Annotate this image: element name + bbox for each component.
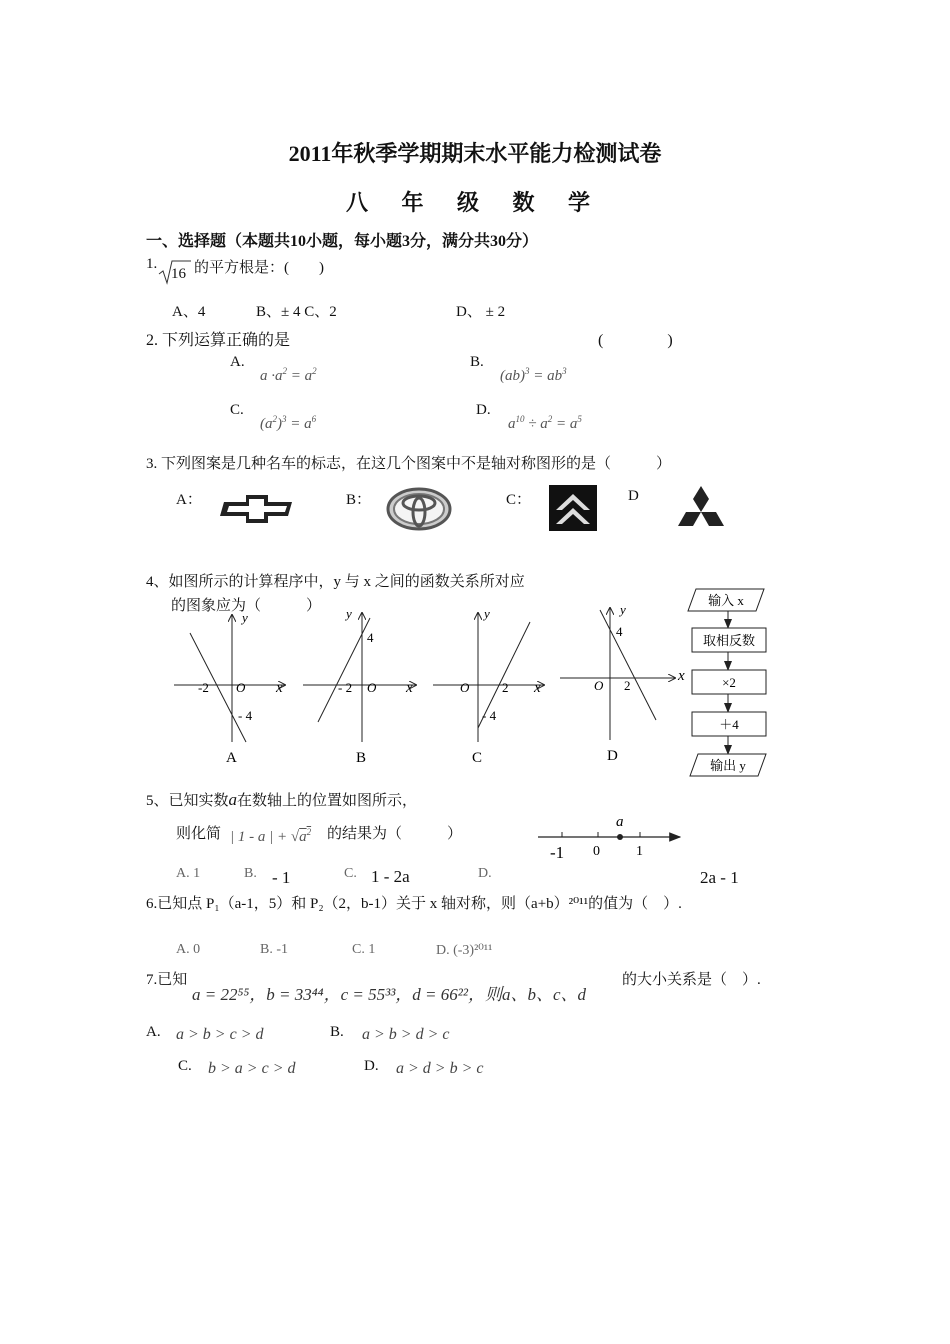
numberline-tick-neg1: -1 bbox=[550, 843, 565, 862]
q5-option-c: 1 - 2a bbox=[371, 867, 410, 886]
q6-option-b: B. -1 bbox=[260, 942, 288, 957]
q5-expression: | 1 - a | + $√a^2$ bbox=[230, 827, 312, 845]
graph-b-origin: O bbox=[367, 680, 377, 695]
toyota-logo-icon bbox=[385, 486, 453, 532]
mitsubishi-logo-icon bbox=[668, 484, 734, 534]
graph-b bbox=[303, 606, 416, 766]
q6-option-c: C. 1 bbox=[352, 942, 376, 957]
graph-d-x-label: x bbox=[678, 668, 685, 684]
q5-variable: a bbox=[228, 790, 238, 809]
q6-option-d: D. (-3)²⁰¹¹ bbox=[436, 943, 493, 958]
q1-number: 1. bbox=[146, 256, 158, 272]
graph-d-label: D bbox=[607, 748, 618, 764]
q3-label-d: D bbox=[628, 488, 639, 504]
q1-option-b: B、± 4 C、2 bbox=[256, 304, 337, 320]
graph-b-label: B bbox=[356, 750, 367, 766]
q7-label-d: D. bbox=[364, 1058, 379, 1074]
graph-b-y-label: y bbox=[346, 606, 352, 621]
q5-stem-line2: 则化简 bbox=[176, 826, 222, 842]
q2-label-a: A. bbox=[230, 354, 245, 370]
q7-option-d: a > d > b > c bbox=[396, 1060, 484, 1077]
q4-stem-line1: 4、如图所示的计算程序中，y 与 x 之间的函数关系所对应 bbox=[146, 574, 525, 590]
graph-c-y-intercept: - 4 bbox=[482, 708, 497, 723]
flow-output: 输出 y bbox=[710, 758, 746, 773]
q1-option-a: A、4 bbox=[172, 304, 206, 320]
q7-stem: 7.已知 bbox=[146, 972, 188, 988]
flow-times-2: ×2 bbox=[722, 675, 736, 690]
graph-b-y-intercept: 4 bbox=[367, 630, 374, 645]
graph-a-x-label: x bbox=[276, 680, 283, 696]
q6-stem: 6.已知点 P₁（a-1，5）和 P₂（2，b-1）关于 x 轴对称，则（a+b）²⁰¹¹的值为（ ）. bbox=[146, 896, 682, 912]
citroen-logo-icon bbox=[548, 484, 598, 532]
graph-c-x-intercept: 2 bbox=[502, 680, 509, 695]
graph-d bbox=[560, 602, 685, 764]
q7-option-a: a > b > c > d bbox=[176, 1026, 264, 1043]
graph-b-x-label: x bbox=[406, 680, 413, 696]
q2-option-a-formula: $a \cdot a^2 = a^2$ bbox=[260, 366, 317, 384]
graph-d-x-intercept: 2 bbox=[624, 678, 631, 693]
q2-answer-paren: ( ) bbox=[598, 332, 673, 349]
graph-a-y-label: y bbox=[242, 610, 248, 625]
q2-stem: 2. 下列运算正确的是 bbox=[146, 332, 291, 349]
q2-option-b-formula: $(ab)^3 = ab^3$ bbox=[500, 366, 567, 384]
q7-label-c: C. bbox=[178, 1058, 192, 1074]
q7-option-c: b > a > c > d bbox=[208, 1060, 296, 1077]
graph-c bbox=[433, 606, 544, 766]
q3-label-c: C： bbox=[506, 492, 532, 508]
numberline-tick-1: 1 bbox=[636, 844, 643, 859]
q5-label-d: D. bbox=[478, 866, 492, 881]
flow-input: 输入 x bbox=[708, 593, 744, 608]
q5-stem-line1 bbox=[146, 789, 417, 810]
graph-a-origin: O bbox=[236, 680, 246, 695]
graph-d-y-intercept: 4 bbox=[616, 624, 623, 639]
q5-label-c: C. bbox=[344, 866, 357, 881]
q5-number-line bbox=[530, 810, 690, 864]
q2-label-b: B. bbox=[470, 354, 484, 370]
q5-stem-b: 在数轴上的位置如图所示， bbox=[237, 793, 418, 809]
graph-a-label: A bbox=[226, 750, 237, 766]
q1-option-d: D、 ± 2 bbox=[456, 304, 506, 320]
graph-c-x-label: x bbox=[534, 680, 541, 696]
graph-a-x-intercept: -2 bbox=[198, 680, 209, 695]
q6-option-a: A. 0 bbox=[176, 942, 201, 957]
q7-condition: a = 22⁵⁵，b = 33⁴⁴，c = 55³³，d = 66²²，则a、b、c、d bbox=[192, 985, 587, 1004]
q5-label-b: B. bbox=[244, 866, 257, 881]
q7-label-a: A. bbox=[146, 1024, 161, 1040]
q7-option-b: a > b > d > c bbox=[362, 1026, 450, 1043]
numberline-tick-0: 0 bbox=[593, 844, 600, 859]
page-title: 2011年秋季学期期末水平能力检测试卷 bbox=[288, 141, 662, 166]
q5-option-d: 2a - 1 bbox=[700, 868, 739, 887]
q1-radicand: 16 bbox=[171, 266, 186, 282]
q7-label-b: B. bbox=[330, 1024, 344, 1040]
section-heading: 一、选择题（本题共10小题，每小题3分，满分共30分） bbox=[146, 233, 539, 250]
q5-stem-a: 5、已知实数 bbox=[146, 793, 229, 809]
q3-stem: 3. 下列图案是几种名车的标志，在这几个图案中不是轴对称图形的是（ ） bbox=[146, 456, 672, 472]
graph-b-x-intercept: - 2 bbox=[338, 680, 353, 695]
flow-negate: 取相反数 bbox=[702, 633, 756, 648]
graph-c-label: C bbox=[472, 750, 483, 766]
q7-stem-end: 的大小关系是（ ）. bbox=[622, 972, 761, 988]
q2-label-c: C. bbox=[230, 402, 244, 418]
graph-a bbox=[174, 610, 285, 766]
q5-stem-line2b: 的结果为（ ） bbox=[327, 826, 463, 842]
chevrolet-logo-icon bbox=[218, 492, 298, 526]
graph-a-y-intercept: - 4 bbox=[238, 708, 253, 723]
q4-graphs bbox=[0, 600, 950, 780]
numberline-point-label: a bbox=[616, 814, 624, 830]
q2-label-d: D. bbox=[476, 402, 491, 418]
q5-option-a: A. 1 bbox=[176, 866, 201, 881]
q1-stem: 的平方根是：( ) bbox=[194, 260, 324, 276]
q2-option-c-formula: $(a^2)^3 = a^6$ bbox=[260, 414, 317, 432]
graph-d-y-label: y bbox=[620, 602, 626, 617]
q3-label-a: A： bbox=[176, 492, 202, 508]
q4-flowchart bbox=[686, 586, 786, 782]
q3-label-b: B： bbox=[346, 492, 372, 508]
graph-c-origin: O bbox=[460, 680, 470, 695]
q4-stem-line2: 的图象应为（ ） bbox=[171, 598, 322, 614]
q2-option-d-formula: $a^{10} \div a^2 = a^5$ bbox=[508, 414, 582, 432]
graph-d-origin: O bbox=[594, 678, 604, 693]
page-subtitle: 八 年 级 数 学 bbox=[345, 190, 604, 215]
q5-option-b: - 1 bbox=[272, 868, 291, 887]
graph-c-y-label: y bbox=[484, 606, 490, 621]
flow-plus-4: ＋4 bbox=[719, 717, 739, 732]
